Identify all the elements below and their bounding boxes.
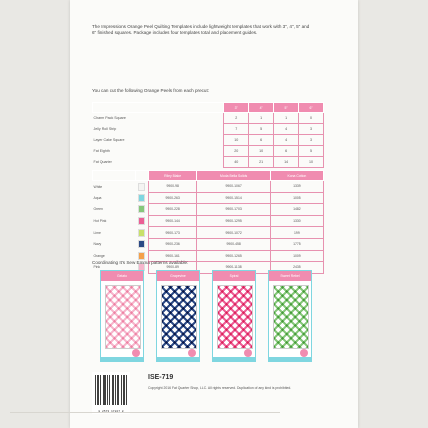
color-swatch	[138, 194, 145, 202]
barcode-bar	[105, 375, 106, 405]
swatch-cell	[136, 215, 149, 227]
row-label: Layer Cake Square	[93, 138, 125, 142]
row-label: Green	[93, 207, 103, 212]
pattern-title: Gelato	[101, 271, 143, 281]
barcode-bar	[121, 375, 122, 405]
pattern-footer	[101, 357, 143, 361]
cell: 40	[224, 157, 249, 168]
pattern-list	[92, 270, 324, 366]
table-row	[93, 192, 324, 204]
cell: 9900-1072	[197, 227, 270, 239]
col-header: Riley Blake	[148, 171, 197, 181]
quilt-thumbnail	[105, 285, 141, 349]
col-header: Moda Bella Solids	[197, 171, 270, 181]
cell: 7	[224, 124, 249, 135]
badge-icon	[300, 349, 308, 357]
divider	[10, 412, 280, 413]
cell: 9900-144	[148, 215, 197, 227]
pattern-card	[268, 270, 312, 362]
pattern-title: Sweet Rebel	[269, 271, 311, 281]
cell: 3	[299, 124, 324, 135]
pattern-title: Grapevine	[157, 271, 199, 281]
cell: 1339	[270, 181, 323, 193]
cell: 9900-228	[148, 204, 197, 216]
pattern-footer	[269, 357, 311, 361]
barcode-bar	[104, 375, 105, 405]
table-row	[93, 227, 324, 239]
badge-icon	[244, 349, 252, 357]
cell: 3	[299, 135, 324, 146]
cell: 9900-1514	[197, 192, 270, 204]
corner-cell	[93, 171, 136, 181]
cell: 9900-458	[197, 238, 270, 250]
cell: 199	[270, 227, 323, 239]
barcode-bar	[98, 375, 99, 405]
cell: 9900-1138	[197, 262, 270, 274]
pattern-card	[212, 270, 256, 362]
swatch-cell	[136, 204, 149, 216]
intro-text: The Impressions Orange Peel Quilting Templates include lightweight templates that work with 3", 4", 5" and 6" finished squares. Package includes four templates total and placement guides.	[92, 24, 310, 35]
row-label: Orange	[93, 253, 105, 258]
precut-table	[92, 102, 324, 168]
cell: 20	[224, 146, 249, 157]
cell: 4	[274, 124, 299, 135]
barcode	[92, 372, 130, 414]
color-swatch	[138, 217, 145, 225]
barcode-bar	[103, 375, 104, 405]
cell: 6	[249, 135, 274, 146]
cell: 10	[249, 146, 274, 157]
cell: 4	[274, 135, 299, 146]
barcode-bar	[113, 375, 114, 405]
cell: 9900-1265	[197, 250, 270, 262]
cell: 1005	[270, 192, 323, 204]
barcode-bar	[117, 375, 118, 405]
copyright-text: Copyright 2016 Fat Quarter Shop, LLC. All rights reserved. Duplication of any kind is prohibited.	[148, 386, 292, 390]
pattern-footer	[157, 357, 199, 361]
cell: 5	[249, 124, 274, 135]
corner-cell	[136, 171, 149, 181]
table-row	[93, 215, 324, 227]
pattern-card	[156, 270, 200, 362]
row-label: Fat Eighth	[93, 149, 110, 153]
color-swatch	[138, 183, 145, 191]
barcode-bar	[115, 375, 116, 405]
pattern-title: Spiral	[213, 271, 255, 281]
col-header: Kona Cotton	[270, 171, 323, 181]
cell: 9900-98	[148, 181, 197, 193]
col-header: 3"	[224, 103, 249, 113]
product-sku: ISE-719	[148, 374, 174, 381]
barcode-bar	[109, 375, 110, 405]
cell: 1775	[270, 238, 323, 250]
table-row	[93, 113, 324, 124]
cell: 10	[299, 157, 324, 168]
quilt-thumbnail	[273, 285, 309, 349]
cell: 9900-1703	[197, 204, 270, 216]
barcode-bar	[118, 375, 119, 405]
barcode-bar	[124, 375, 125, 405]
row-label: Hot Pink	[93, 219, 107, 224]
quilt-thumbnail	[217, 285, 253, 349]
cell: 1330	[270, 215, 323, 227]
cell: 0	[299, 113, 324, 124]
col-header: 6"	[299, 103, 324, 113]
quilt-thumbnail	[161, 285, 197, 349]
color-swatch	[138, 229, 145, 237]
table-row	[93, 146, 324, 157]
barcode-bar	[112, 375, 113, 405]
corner-cell	[93, 103, 224, 113]
row-label: Pink	[93, 265, 101, 270]
swatch-cell	[136, 227, 149, 239]
table-row	[93, 181, 324, 193]
cell: 9900-1295	[197, 215, 270, 227]
row-label: Lime	[93, 230, 101, 235]
badge-icon	[132, 349, 140, 357]
table-row	[93, 135, 324, 146]
fabric-color-table	[92, 170, 324, 274]
cell: 1	[249, 113, 274, 124]
row-label: Fat Quarter	[93, 160, 112, 164]
cell: 9900-1067	[197, 181, 270, 193]
swatch-cell	[136, 181, 149, 193]
color-swatch	[138, 205, 145, 213]
barcode-bar	[95, 375, 96, 405]
cell: 9900-161	[148, 250, 197, 262]
barcode-bar	[100, 375, 101, 405]
cell: 1	[274, 113, 299, 124]
color-swatch	[138, 240, 145, 248]
swatch-cell	[136, 192, 149, 204]
cell: 1009	[270, 250, 323, 262]
row-label: Jelly Roll Strip	[93, 127, 117, 131]
cell: 9900-89	[148, 262, 197, 274]
cell: 6	[274, 146, 299, 157]
barcode-bar	[126, 375, 127, 405]
cell: 2435	[270, 262, 323, 274]
table-row	[93, 157, 324, 168]
cell: 9900-173	[148, 227, 197, 239]
table-row	[93, 124, 324, 135]
table-row	[93, 238, 324, 250]
package-back	[70, 0, 358, 428]
cell: 5	[299, 146, 324, 157]
cell: 21	[249, 157, 274, 168]
cut-note: You can cut the following Orange Peels from each precut:	[92, 88, 210, 93]
col-header: 4"	[249, 103, 274, 113]
col-header: 5"	[274, 103, 299, 113]
pattern-footer	[213, 357, 255, 361]
cell: 10	[224, 135, 249, 146]
badge-icon	[188, 349, 196, 357]
coordinating-text: Coordinating It's Sew Emma patterns available:	[92, 260, 189, 265]
swatch-cell	[136, 238, 149, 250]
pattern-card	[100, 270, 144, 362]
row-label: White	[93, 184, 103, 189]
cell: 9900-263	[148, 192, 197, 204]
barcode-bar	[97, 375, 98, 405]
cell: 2	[224, 113, 249, 124]
barcode-bars-icon	[95, 375, 127, 405]
row-label: Navy	[93, 242, 102, 247]
row-label: Charm Pack Square	[93, 116, 126, 121]
color-swatch	[138, 252, 145, 260]
barcode-bar	[107, 375, 108, 405]
cell: 14	[274, 157, 299, 168]
barcode-bar	[123, 375, 124, 405]
row-label: Aqua	[93, 195, 102, 200]
cell: 9900-236	[148, 238, 197, 250]
cell: 1482	[270, 204, 323, 216]
table-row	[93, 204, 324, 216]
